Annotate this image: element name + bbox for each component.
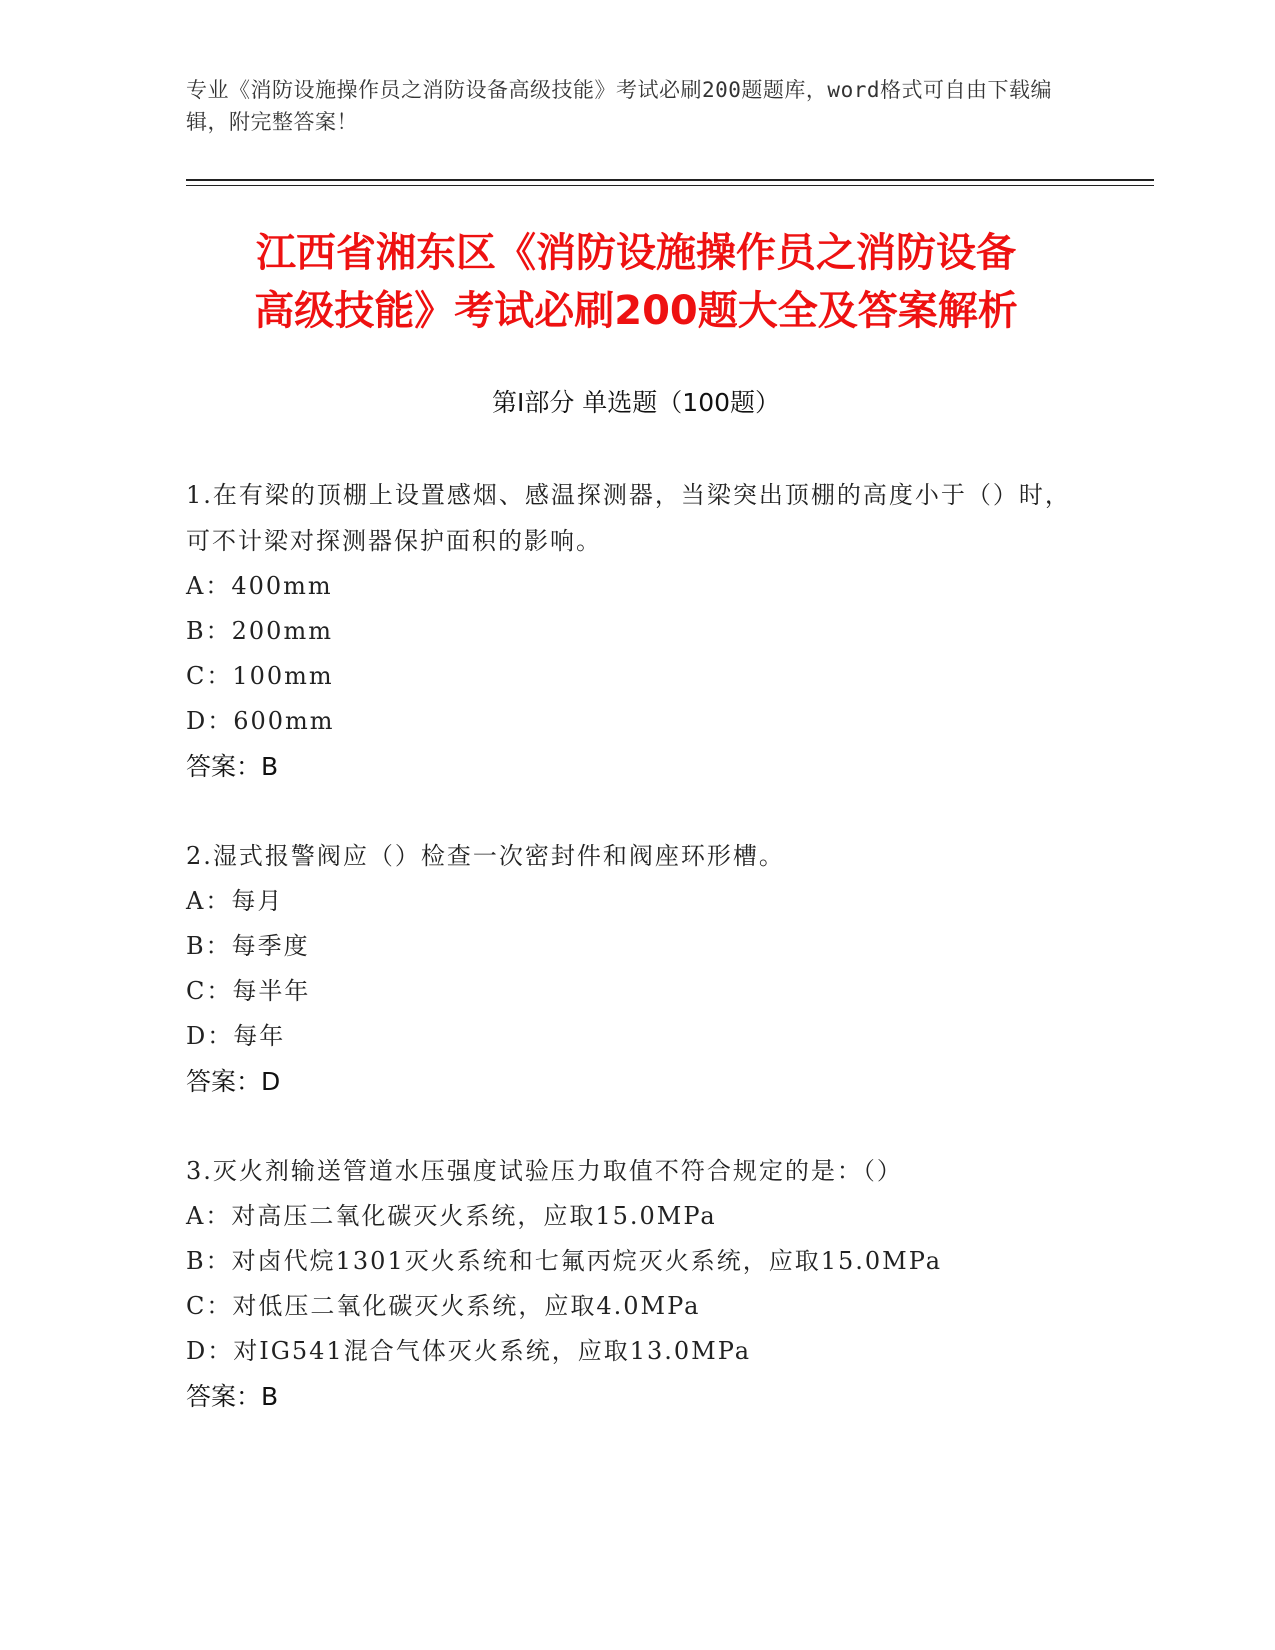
option-c: C：每半年 [186,977,311,1005]
question-3 [186,1149,1076,1419]
answer: 答案：D [186,1067,281,1096]
option-d: D：每年 [186,1022,286,1050]
option-b: B：对卤代烷1301灭火系统和七氟丙烷灭火系统，应取15.0MPa [186,1247,943,1275]
option-c: C：对低压二氧化碳灭火系统，应取4.0MPa [186,1292,701,1320]
option-c: C：100mm [186,662,334,690]
question-stem: 1.在有梁的顶棚上设置感烟、感温探测器，当梁突出顶棚的高度小于（）时，可不计梁对探测器保护面积的影响。 [186,481,1071,555]
document-title-line-1: 江西省湘东区《消防设施操作员之消防设备 [256,230,1016,276]
question-stem: 2.湿式报警阀应（）检查一次密封件和阀座环形槽。 [186,842,785,870]
answer: 答案：B [186,1382,279,1411]
option-a: A：400mm [186,572,333,600]
header-divider-thin [186,185,1154,186]
option-b: B：200mm [186,617,333,645]
option-a: A：对高压二氧化碳灭火系统，应取15.0MPa [186,1202,717,1230]
document-title-line-2: 高级技能》考试必刷200题大全及答案解析 [254,288,1018,334]
document-title [186,224,1086,340]
option-a: A：每月 [186,887,284,915]
question-stem: 3.灭火剂输送管道水压强度试验压力取值不符合规定的是：（） [186,1157,903,1185]
question-list [186,472,1076,1464]
option-b: B：每季度 [186,932,310,960]
question-2 [186,834,1076,1104]
option-d: D：对IG541混合气体灭火系统，应取13.0MPa [186,1337,752,1365]
section-title: 第Ⅰ部分 单选题（100题） [491,388,781,417]
answer: 答案：B [186,752,279,781]
question-1 [186,472,1076,789]
header-note: 专业《消防设施操作员之消防设备高级技能》考试必刷200题题库，word格式可自由下载编辑，附完整答案！ [186,78,1052,134]
header-divider-thick [186,179,1154,181]
option-d: D：600mm [186,707,335,735]
